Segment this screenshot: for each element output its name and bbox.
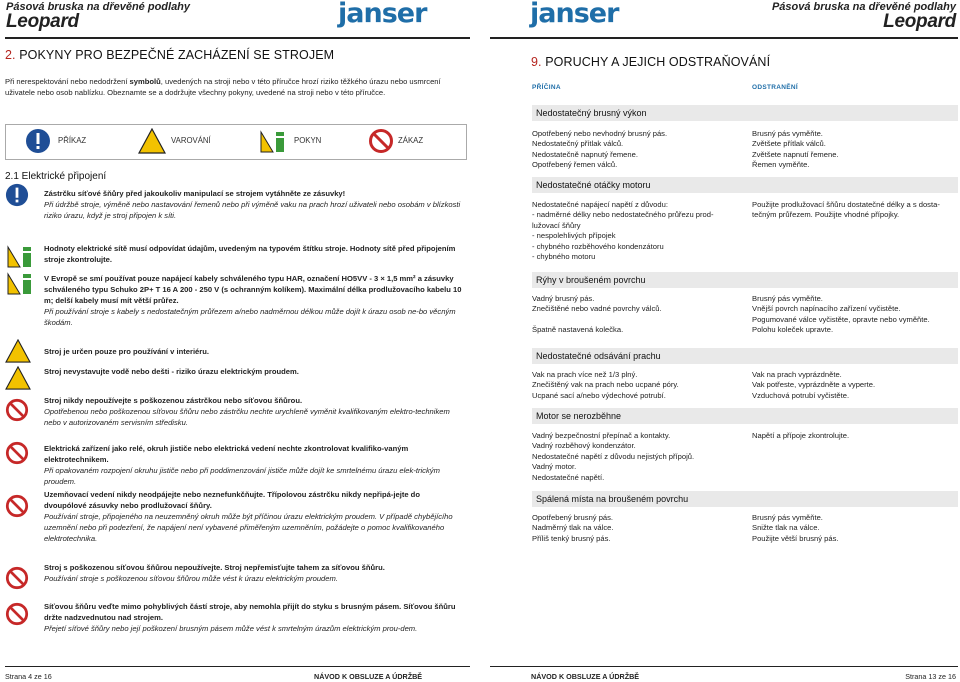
legend-label-order: PŘÍKAZ (58, 136, 87, 145)
page-number: Strana 13 ze 16 (905, 672, 956, 681)
legend-label-instruction: POKYN (294, 136, 322, 145)
fault-group-title: Motor se nerozběhne (532, 408, 958, 424)
safety-item: Elektrická zařízení jako relé, okruh jističe nebo elektrická vedení nechte zkontrolovat kvalifiko-vaným elektrotechnikem. Při opakovaném rozpojení okruhu jističe nebo při poddimenzování jističe může dojít ke smrtelnému úrazu elek-trickým proudem. (44, 444, 440, 486)
product-name: Leopard (883, 11, 956, 32)
header-left (6, 0, 476, 38)
fault-fixes: Použijte prodlužovací šňůru dostatečné délky a s dosta- tečným průřezem. Použijte vhodné přípojky. (752, 200, 940, 220)
fault-group-title: Nedostatečné odsávání prachu (532, 348, 958, 364)
product-name: Leopard (6, 11, 79, 32)
symbol-legend (5, 124, 467, 160)
warning-icon (138, 128, 166, 154)
safety-item: Stroj nikdy nepoužívejte s poškozenou zástrčkou nebo síťovou šňůrou. Opotřebenou nebo poškozenou síťovou šňůru nebo zástrčku nechte urychleně vyměnit kvalifikovaným elektro-technikem nebo v autorizovaném servisním středisku. (44, 396, 450, 427)
prohibition-icon (368, 128, 394, 154)
warning-icon (5, 339, 31, 363)
fault-group-title: Rýhy v broušeném povrchu (532, 272, 958, 288)
fault-fixes: Brusný pás vyměňte. Zvětšete přítlak válců. Zvětšete napnutí řemene. Řemen vyměňte. (752, 129, 839, 170)
prohibition-icon (5, 602, 29, 626)
fault-fixes: Brusný pás vyměňte. Snižte tlak na válce. Použijte větší brusný pás. (752, 513, 839, 543)
safety-item: Stroj s poškozenou síťovou šňůrou nepoužívejte. Stroj nepřemisťujte tahem za síťovou šňůru. Používání stroje s poškozenou síťovou šňůrou může vést k úrazu elektrickým proudem. (44, 563, 385, 583)
fault-group-title: Nedostatečné otáčky motoru (532, 177, 958, 193)
footer-rule-left (5, 666, 470, 667)
fault-causes: Vadný bezpečnostní přepínač a kontakty. Vadný rozběhový kondenzátor. Nedostatečné napětí z důvodu nejistých přípojů. Vadný motor. Nedostatečné napětí. (532, 431, 695, 482)
legend-label-warning: VAROVÁNÍ (171, 136, 211, 145)
instruction-icon (5, 270, 35, 296)
product-subtitle: Pásová bruska na dřevěné podlahy (771, 1, 956, 13)
column-header-fix: ODSTRANĚNÍ (752, 84, 798, 91)
column-header-cause: PŘÍČINA (532, 84, 561, 91)
instruction-icon (5, 243, 35, 269)
fault-causes: Opotřebený nebo nevhodný brusný pás. Nedostatečný přítlak válců. Nedostatečně napnutý řemene. Opotřebený řemen válců. (532, 129, 668, 170)
fault-fixes: Vak na prach vyprázdněte. Vak potřeste, vyprázdněte a vyperte. Vzduchová potrubí vyčistěte. (752, 370, 876, 400)
prohibition-icon (5, 398, 29, 422)
janser-logo: janser (530, 0, 619, 29)
fault-fixes: Brusný pás vyměňte. Vnější povrch napínacího zařízení vyčistěte. Pogumované válce vyčistěte, opravte nebo vyměňte. Polohu koleček upravte. (752, 294, 930, 335)
safety-item: Stroj je určen pouze pro používání v interiéru. (44, 347, 209, 356)
fault-causes: Vadný brusný pás. Znečištěné nebo vadné povrchy válců. Špatně nastavená kolečka. (532, 294, 662, 335)
prohibition-icon (5, 494, 29, 518)
page-number: Strana 4 ze 16 (5, 672, 52, 681)
legend-label-prohibition: ZÁKAZ (398, 136, 424, 145)
product-subtitle: Pásová bruska na dřevěné podlahy (6, 1, 191, 13)
fault-fixes: Napětí a přípoje zkontrolujte. (752, 431, 850, 440)
fault-group-title: Spálená místa na broušeném povrchu (532, 491, 958, 507)
safety-item: Zástrčku síťové šňůry před jakoukoliv manipulací se strojem vytáhněte ze zásuvky! Při údržbě stroje, výměně nebo nastavování řemenů nebo při výměně vaku na prach hrozí uživateli nebo osobám v blízkosti riziko úrazu, když je stroj připojen k síti. (44, 189, 461, 220)
instruction-icon (259, 128, 287, 154)
section-title: 9. PORUCHY A JEJICH ODSTRAŇOVÁNÍ (531, 55, 771, 69)
section-title: 2. POKYNY PRO BEZPEČNÉ ZACHÁZENÍ SE STROJEM (5, 48, 335, 62)
warning-icon (5, 366, 31, 390)
safety-item: Hodnoty elektrické sítě musí odpovídat údajům, uvedeným na typovém štítku stroje. Hodnoty sítě před připojením stroje zkontrolujte. (44, 244, 456, 264)
intro-paragraph: Při nerespektování nebo nedodržení symbolů, uvedených na stroji nebo v této příručce hrozí riziko těžkého úrazu nebo usmrcení uživatele nebo osob nablízku. Obeznamte se a dodržujte všechny pokyny, uvedené na stroji nebo v této příručce. (5, 77, 441, 97)
safety-item: Stroj nevystavujte vodě nebo dešti - riziko úrazu elektrickým proudem. (44, 367, 299, 376)
subsection-title: 2.1 Elektrické připojení (5, 171, 107, 182)
fault-causes: Nedostatečné napájecí napětí z důvodu: - nadměrné délky nebo nedostatečného průřezu prod- lužovací šňůry - nespolehlivých přípojek - chybného rozběhového kondenzátoru - chybného motoru (532, 200, 714, 262)
safety-item: V Evropě se smí používat pouze napájecí kabely schváleného typu HAR, označení HO5VV - 3 × 1,5 mm² a zásuvky schváleného typu Schuko 2P+ T 16 A 200 - 250 V (s ochranným kolíkem). Maximální délka prodlužovacího kabelu 10 m; delší kabely musí mít větší průřez. Při používání stroje s kabely s nedostatečným průřezem a/nebo nadměrnou délkou může dojít k úrazu osob ne-bo věcným škodám. (44, 274, 462, 327)
header-right (488, 0, 958, 38)
order-icon (5, 183, 29, 207)
footer-title: NÁVOD K OBSLUZE A ÚDRŽBĚ (531, 672, 640, 681)
fault-causes: Vak na prach více než 1/3 plný. Znečištěný vak na prach nebo ucpané póry. Ucpané sací a/nebo výdechové potrubí. (532, 370, 679, 400)
safety-item: Uzemňovací vedení nikdy neodpájejte nebo neznefunkčňujte. Třípolovou zástrčku nikdy nepřipá-jejte do dvoupólové zásuvky nebo prodlužovací šňůry. Používání stroje, připojeného na neuzemněný okruh může být příčinou úrazu elektrickým proudem. V případě chybějícího uzemnění nebo při podezření, že napájení není vybavené přiměřeným uzemněním, požádejte o pomoc kvalifikovaného elektrotechnika. (44, 490, 453, 543)
prohibition-icon (5, 441, 29, 465)
safety-item: Síťovou šňůru veďte mimo pohyblivých částí stroje, aby nemohla přijít do styku s brusným pásem. Síťovou šňůru držte nadzvednutou nad strojem. Přejetí síťové šňůry nebo její poškození brusným pásem může vést k smrtelným úrazům elektrickým prou-dem. (44, 602, 456, 633)
header-rule-right (490, 37, 958, 39)
header-rule-left (5, 37, 470, 39)
order-icon (25, 128, 51, 154)
fault-causes: Opotřebený brusný pás. Nadměrný tlak na válce. Příliš tenký brusný pás. (532, 513, 614, 543)
footer-title: NÁVOD K OBSLUZE A ÚDRŽBĚ (314, 672, 423, 681)
janser-logo: janser (338, 0, 427, 29)
fault-group-title: Nedostatečný brusný výkon (532, 105, 958, 121)
footer-rule-right (490, 666, 958, 667)
prohibition-icon (5, 566, 29, 590)
